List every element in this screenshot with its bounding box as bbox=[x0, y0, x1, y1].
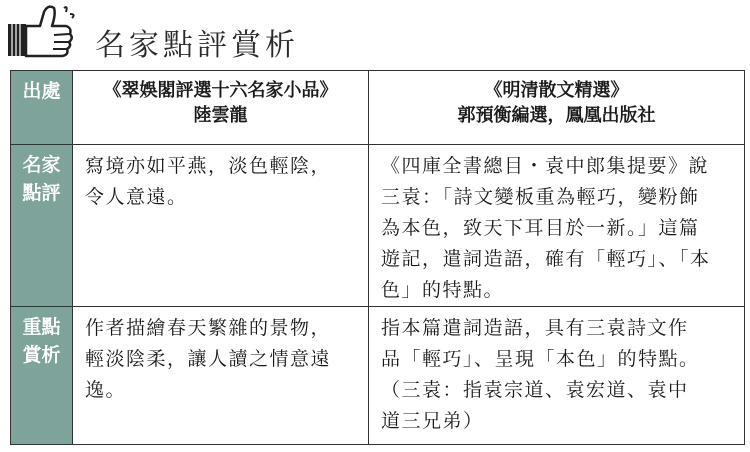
row-label-comment: 名家 點評 bbox=[11, 145, 73, 307]
source-left: 《翠娛閣評選十六名家小品》 陸雲龍 bbox=[73, 71, 369, 145]
analysis-left: 作者描繪春天繁雜的景物， 輕淡陰柔，讓人讀之情意遠 逸。 bbox=[73, 307, 369, 445]
row-label-analysis: 重點 賞析 bbox=[11, 307, 73, 445]
comment-left: 寫境亦如平燕，淡色輕陰， 令人意遠。 bbox=[73, 145, 369, 307]
analysis-row bbox=[11, 307, 745, 445]
page-title: 名家點評賞析 bbox=[95, 28, 299, 63]
comment-row bbox=[11, 145, 745, 307]
source-right: 《明清散文精選》 郭預衡編選，鳳凰出版社 bbox=[369, 71, 745, 145]
commentary-table bbox=[10, 70, 745, 445]
source-row bbox=[11, 71, 745, 145]
thumbs-up-icon bbox=[6, 2, 90, 60]
analysis-right: 指本篇遣詞造語，具有三袁詩文作 品「輕巧」、呈現「本色」的特點。 （三袁：指袁宗道、袁宏道、袁中 道三兄弟） bbox=[369, 307, 745, 445]
header bbox=[0, 0, 750, 62]
comment-right: 《四庫全書總目・袁中郎集提要》說 三袁：「詩文變板重為輕巧，變粉飾 為本色，致天下耳目於一新。」這篇 遊記，遣詞造語，確有「輕巧」、「本 色」的特點。 bbox=[369, 145, 745, 307]
row-label-source: 出處 bbox=[11, 71, 73, 145]
